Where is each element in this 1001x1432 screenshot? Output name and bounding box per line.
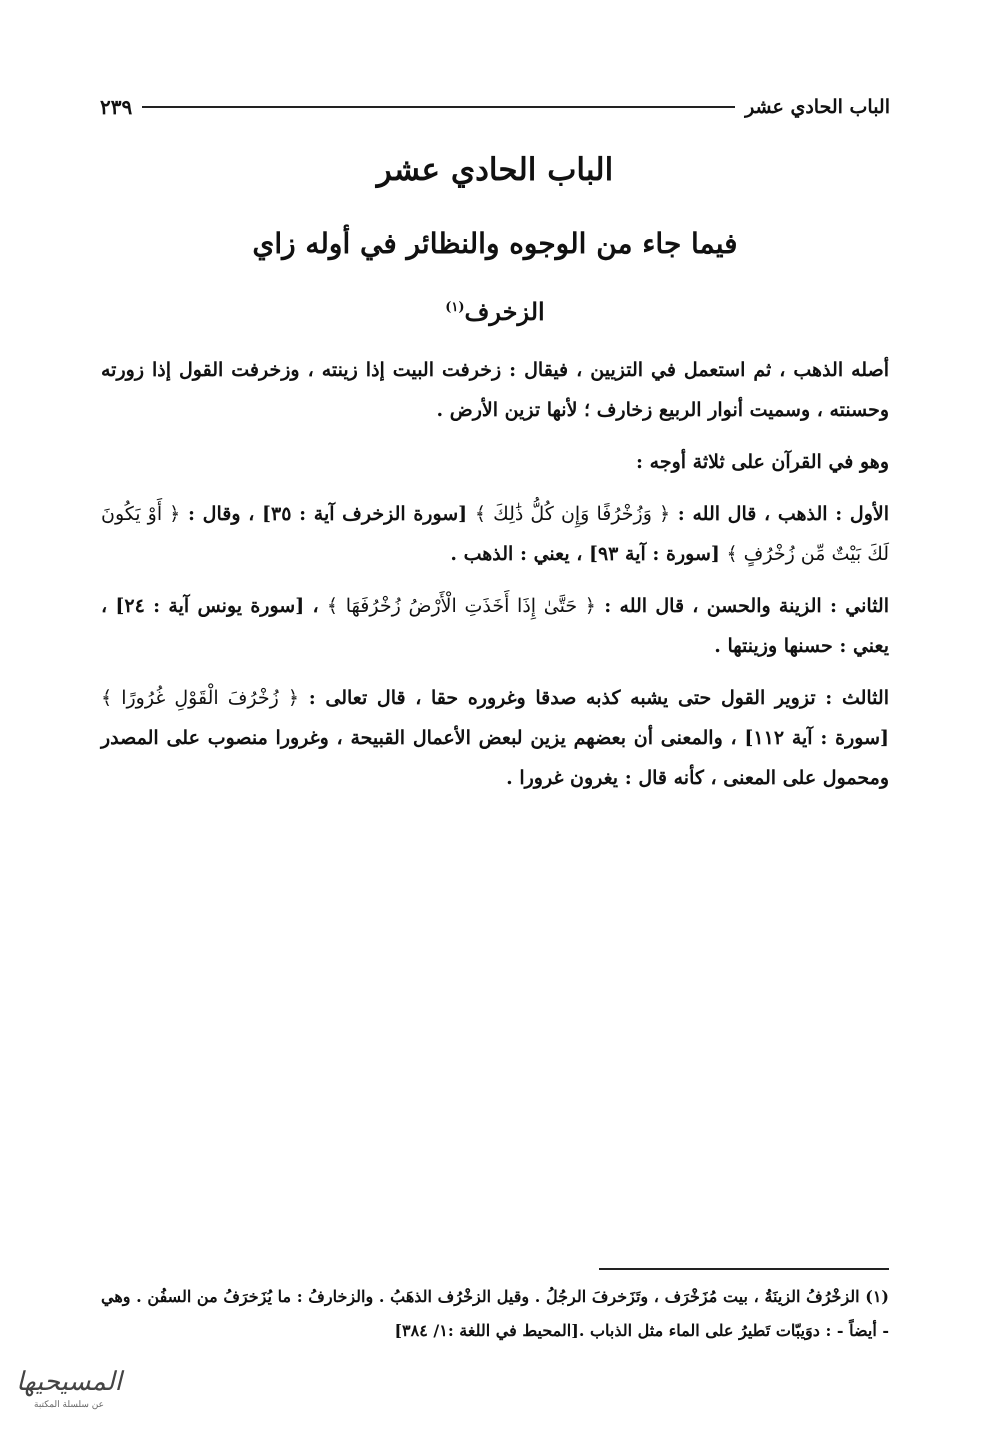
text-segment: [سورة الزخرف آية : ٣٥] ، وقال : (180, 503, 475, 525)
logo-subtext: عن سلسلة المكتبة (34, 1400, 104, 1410)
text-segment: الذهب ، قال الله : (670, 503, 836, 525)
entry-heading-text: الزخرف (464, 297, 545, 326)
footnote-reference[interactable]: (١) (445, 300, 465, 315)
text-segment: الزينة والحسن ، قال الله : (595, 595, 830, 617)
entry-heading (100, 288, 890, 332)
running-title: الباب الحادي عشر (745, 96, 890, 118)
logo-text: المسيحيها (16, 1367, 122, 1397)
third-meaning-label: الثالث : (825, 687, 889, 709)
paragraph-first-meaning (101, 494, 889, 574)
text-segment: تزوير القول حتى يشبه كذبه صدقا وغروره حقا ، قال تعالى : (299, 687, 826, 709)
quran-verse: ﴿ أَوْ يَكُونَ لَكَ بَيْتٌ مِّن زُخْرُفٍ ﴾ (101, 503, 889, 565)
paragraph-third-meaning (101, 678, 889, 798)
text-segment: [سورة : آية ٩٣] ، يعني : الذهب . (450, 543, 727, 565)
publisher-logo (14, 1365, 124, 1415)
footnote: (١) الزخْرُفُ الزينَةُ ، بيت مُزَخْرَف ، وتَزَخرفَ الرجُلُ . وقيل الزخْرُف الذهَبُ . والزخارفُ : ما يُزَخرَفُ من السفُن . وهي - أيضاً - : دوَيبّات تَطيرُ على الماء مثل الذباب .[المحيط في اللغة :١/ ٣٨٤] (101, 1287, 889, 1340)
page-number: ٢٣٩ (100, 95, 133, 119)
quran-verse: ﴿ زُخْرُفَ الْقَوْلِ غُرُورًا ﴾ (101, 687, 300, 709)
first-meaning-label: الأول : (835, 503, 889, 525)
paragraph-meanings: وهو في القرآن على ثلاثة أوجه : (636, 451, 889, 473)
main-text (101, 350, 889, 810)
header-rule (142, 106, 735, 108)
paragraph-second-meaning (101, 586, 889, 666)
text-segment: [سورة : آية ١١٢] ، والمعنى أن بعضهم يزين لبعض الأعمال القبيحة ، وغرورا منصوب على المصدر ومحمول على المعنى ، كأنه قال : يغرون غرورا . (101, 727, 889, 789)
chapter-title: الباب الحادي عشر (376, 152, 614, 188)
quran-verse: ﴿ وَزُخْرُفًا وَإِن كُلُّ ذَٰلِكَ ﴾ (474, 503, 671, 525)
text-segment: ، [سورة يونس آية : ٢٤] ، يعني : حسنها وزينتها . (101, 595, 889, 657)
paragraph-intro: أصله الذهب ، ثم استعمل في التزيين ، فيقال : زخرفت البيت إذا زينته ، وزخرفت القول إذا زورته وحسنته ، وسميت أنوار الربيع زخارف ؛ لأنها تزين الأرض . (101, 359, 889, 421)
chapter-subtitle: فيما جاء من الوجوه والنظائر في أوله زاي (252, 227, 738, 260)
running-header (100, 92, 890, 122)
footnote-divider (599, 1268, 889, 1270)
second-meaning-label: الثاني : (829, 595, 889, 617)
quran-verse: ﴿ حَتَّىٰ إِذَا أَخَذَتِ الْأَرْضُ زُخْرُفَهَا ﴾ (326, 595, 596, 617)
